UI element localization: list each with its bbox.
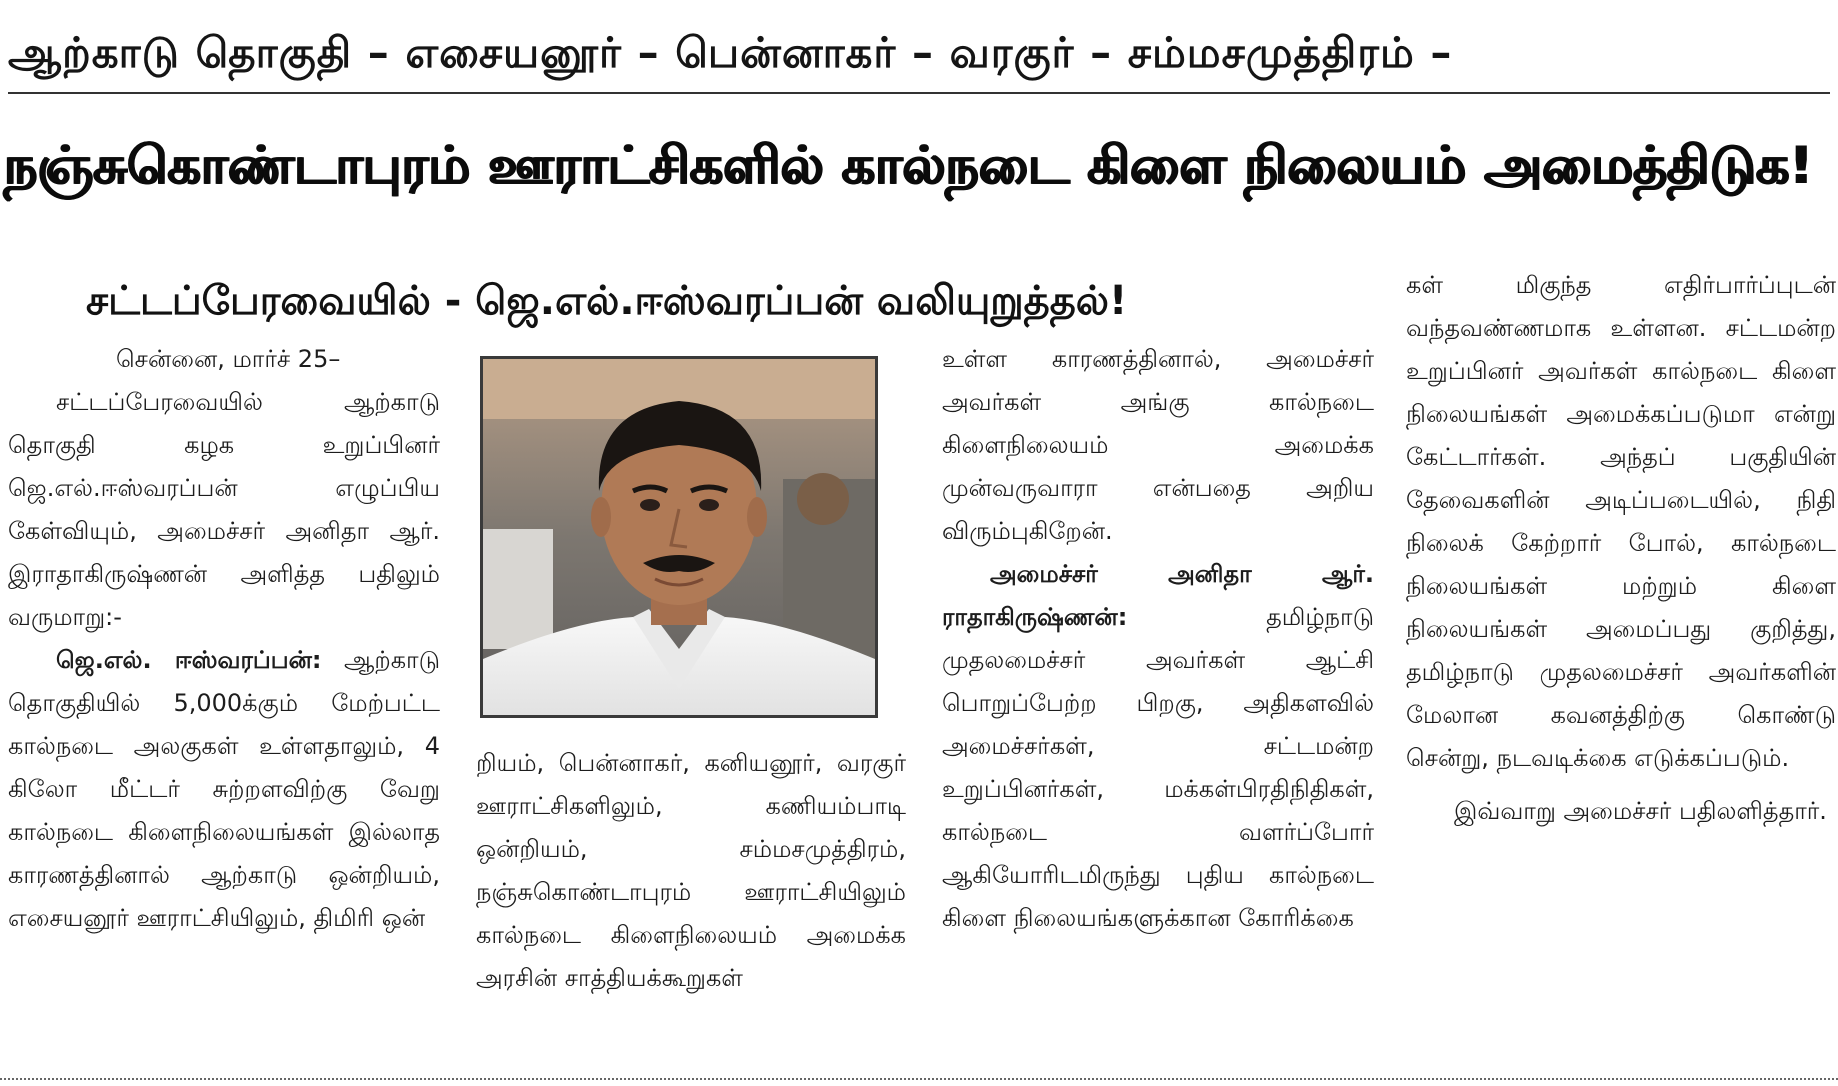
article-column-2: [476, 742, 906, 1070]
article-column-1: [8, 338, 440, 1068]
article-column-3: [942, 338, 1374, 1068]
question-paragraph: [8, 639, 440, 940]
subheadline: சட்டப்பேரவையில் - ஜெ.எல்.ஈஸ்வரப்பன் வலியுறுத்தல்!: [86, 278, 1128, 324]
header-rule: [8, 92, 1830, 94]
article-column-4: [1406, 264, 1836, 1064]
portrait-photo: [480, 356, 878, 718]
dateline: சென்னை, மார்ச் 25–: [116, 345, 341, 373]
question-text-1: ஆற்காடு தொகுதியில் 5,000க்கும் மேற்பட்ட கால்நடை அலகுகள் உள்ளதாலும், 4 கிலோ மீட்டர் சுற்றளவிற்கு வேறு கால்நடை கிளைநிலையங்கள் இல்லாத காரணத்தினால் ஆற்காடு ஒன்றியம், எசையனூர் ஊராட்சியிலும், திமிரி ஒன்: [8, 646, 440, 932]
question-text-3: உள்ள காரணத்தினால், அமைச்சர் அவர்கள் அங்கு கால்நடை கிளைநிலையம் அமைக்க முன்வருவாரா என்பதை அறிய விரும்புகிறேன்.: [942, 345, 1374, 545]
portrait-illustration: [483, 359, 875, 715]
intro-paragraph: சட்டப்பேரவையில் ஆற்காடு தொகுதி கழக உறுப்பினர் ஜெ.எல்.ஈஸ்வரப்பன் எழுப்பிய கேள்வியும், அமைச்சர் அனிதா ஆர். இராதாகிருஷ்ணன் அளித்த பதிலும் வருமாறு:-: [8, 388, 440, 631]
question-text-2: றியம், பென்னாகர், கனியனூர், வரகுர் ஊராட்சிகளிலும், கணியம்பாடி ஒன்றியம், சம்மசமுத்திரம், நஞ்சுகொண்டாபுரம் ஊராட்சியிலும் கால்நடை கிளைநிலையம் அமைக்க அரசின் சாத்தியக்கூறுகள்: [476, 749, 906, 992]
answer-text-1: தமிழ்நாடு முதலமைச்சர் அவர்கள் ஆட்சி பொறுப்பேற்ற பிறகு, அதிகளவில் அமைச்சர்கள், சட்டமன்ற உறுப்பினர்கள், மக்கள்பிரதிநிதிகள், கால்நடை வளர்ப்போர் ஆகியோரிடமிருந்து புதிய கால்நடை கிளை நிலையங்களுக்கான கோரிக்கை: [942, 603, 1374, 932]
question-speaker: ஜெ.எல். ஈஸ்வரப்பன்:: [56, 646, 322, 674]
kicker-line: ஆற்காடு தொகுதி – எசையனூர் – பென்னாகர் – வரகுர் – சம்மசமுத்திரம் –: [8, 28, 1453, 77]
answer-paragraph: [942, 553, 1374, 940]
bottom-rule: [0, 1078, 1838, 1080]
answer-speaker: அமைச்சர் அனிதா ஆர். ராதாகிருஷ்ணன்:: [942, 560, 1374, 631]
headline: நஞ்சுகொண்டாபுரம் ஊராட்சிகளில் கால்நடை கிளை நிலையம் அமைத்திடுக!: [4, 136, 1814, 196]
closing-paragraph: இவ்வாறு அமைச்சர் பதிலளித்தார்.: [1454, 797, 1827, 825]
answer-text-2: கள் மிகுந்த எதிர்பார்ப்புடன் வந்தவண்ணமாக உள்ளன. சட்டமன்ற உறுப்பினர் அவர்கள் கால்நடை கிளை நிலையங்கள் அமைக்கப்படுமா என்று கேட்டார்கள். அந்தப் பகுதியின் தேவைகளின் அடிப்படையில், நிதி நிலைக் கேற்றார் போல், கால்நடை நிலையங்கள் மற்றும் கிளை நிலையங்கள் அமைப்பது குறித்து, தமிழ்நாடு முதலமைச்சர் அவர்களின் மேலான கவனத்திற்கு கொண்டு சென்று, நடவடிக்கை எடுக்கப்படும்.: [1406, 271, 1836, 772]
